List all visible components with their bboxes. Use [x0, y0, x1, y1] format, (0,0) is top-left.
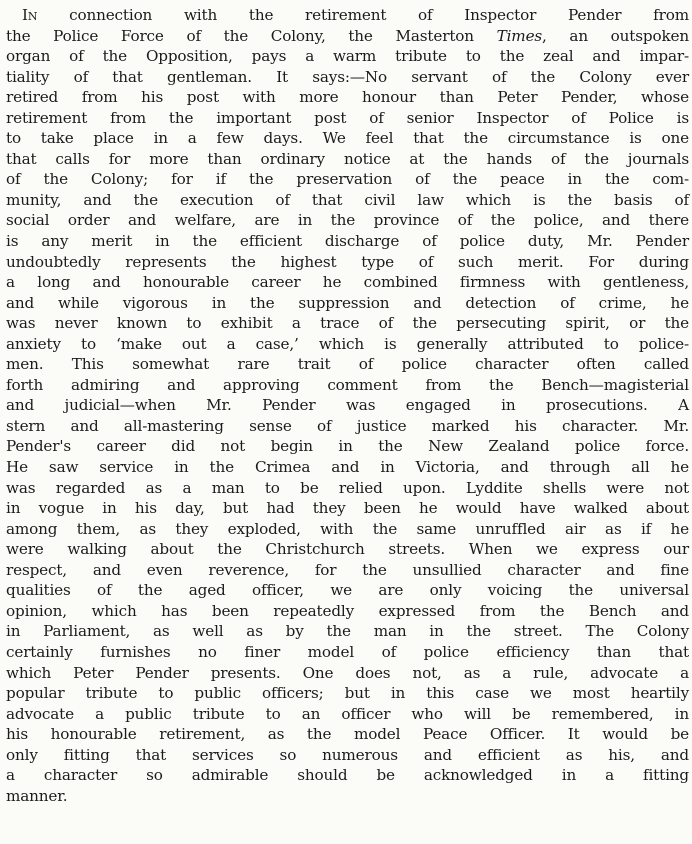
article-line — [6, 5, 689, 26]
article-line — [6, 26, 689, 47]
article-line: in Parliament, as well as by the man in the street. The Colony — [6, 622, 689, 641]
article-line: advocate a public tribute to an officer who will be remembered, in — [6, 704, 689, 723]
article-line: among them, as they exploded, with the same unruffled air as if he — [6, 519, 689, 538]
article-line: a long and honourable career he combined firmness with gentleness, — [6, 273, 689, 292]
article-line: stern and all-mastering sense of justice marked his character. Mr. — [6, 416, 689, 435]
article-line: manner. — [6, 786, 68, 805]
article-line: was never known to exhibit a trace of the persecuting spirit, or the — [6, 314, 689, 333]
article-line: undoubtedly represents the highest type of such merit. For during — [6, 252, 689, 271]
article-line: He saw service in the Crimea and in Victoria, and through all he — [6, 458, 689, 477]
article-line: of the Colony; for if the preservation of the peace in the com- — [6, 170, 689, 189]
newspaper-name: Times — [496, 26, 543, 45]
article-line: was regarded as a man to be relied upon. Lyddite shells were not — [6, 478, 689, 497]
article-line: qualities of the aged officer, we are only voicing the universal — [6, 581, 689, 600]
line-text: connection with the retirement of Inspector Pender from — [37, 6, 689, 24]
article-body — [6, 5, 689, 806]
article-line: retirement from the important post of senior Inspector of Police is — [6, 108, 689, 127]
article-line: is any merit in the efficient discharge of police duty, Mr. Pender — [6, 232, 689, 251]
article-line: men. This somewhat rare trait of police character often called — [6, 355, 689, 374]
article-line: and judicial—when Mr. Pender was engaged in prosecutions. A — [6, 396, 689, 415]
article-line: that calls for more than ordinary notice at the hands of the journals — [6, 149, 689, 168]
article-line: forth admiring and approving comment from the Bench—magisterial — [6, 375, 689, 394]
article-line: opinion, which has been repeatedly expressed from the Bench and — [6, 601, 689, 620]
article-line: to take place in a few days. We feel that the circumstance is one — [6, 129, 689, 148]
article-line: in vogue in his day, but had they been he would have walked about — [6, 499, 689, 518]
article-line: were walking about the Christchurch streets. When we express our — [6, 540, 689, 559]
article-line: social order and welfare, are in the province of the police, and there — [6, 211, 689, 230]
article-line: anxiety to ‘make out a case,’ which is generally attributed to police- — [6, 334, 689, 353]
article-line: and while vigorous in the suppression and detection of crime, he — [6, 293, 689, 312]
article-line: his honourable retirement, as the model Peace Officer. It would be — [6, 725, 689, 744]
article-line: munity, and the execution of that civil law which is the basis of — [6, 190, 689, 209]
article-line: popular tribute to public officers; but in this case we most heartily — [6, 684, 689, 703]
article-line: a character so admirable should be acknowledged in a fitting — [6, 766, 689, 785]
article-line: which Peter Pender presents. One does not, as a rule, advocate a — [6, 663, 689, 682]
article-line: Pender's career did not begin in the New Zealand police force. — [6, 437, 689, 456]
article-line: respect, and even reverence, for the unsullied character and fine — [6, 560, 689, 579]
line-text: , an outspoken — [542, 26, 689, 45]
article-line: organ of the Opposition, pays a warm tribute to the zeal and impar- — [6, 47, 689, 66]
article-line: retired from his post with more honour than Peter Pender, whose — [6, 88, 689, 107]
line-text: the Police Force of the Colony, the Masterton — [6, 26, 497, 45]
article-line: tiality of that gentleman. It says:—No servant of the Colony ever — [6, 67, 689, 86]
article-line: certainly furnishes no finer model of police efficiency than that — [6, 642, 689, 661]
article-line: only fitting that services so numerous and efficient as his, and — [6, 745, 689, 764]
drop-word: In — [22, 6, 38, 24]
